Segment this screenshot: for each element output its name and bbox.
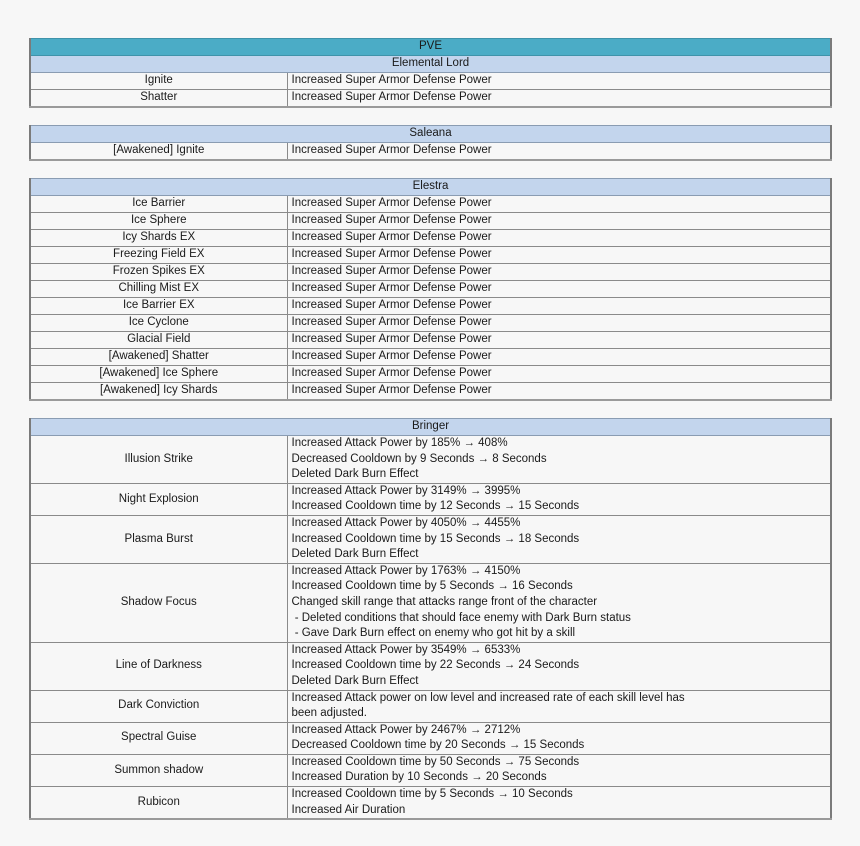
section-header-label: Saleana	[30, 126, 831, 143]
skill-name-cell: Dark Conviction	[30, 690, 287, 722]
skill-change-cell	[287, 213, 831, 230]
table-title-row	[30, 39, 831, 56]
skill-change-cell	[287, 143, 831, 161]
table-row	[30, 281, 831, 298]
skill-change-line: Increased Super Armor Defense Power	[291, 214, 492, 227]
table-row	[30, 332, 831, 349]
table-elestra	[29, 178, 832, 401]
skill-change-line: Deleted Dark Burn Effect	[291, 548, 419, 561]
section-header-row	[30, 126, 831, 143]
skill-change-line: Increased Attack Power by 2467% → 2712%	[291, 723, 521, 736]
table-row	[30, 436, 831, 484]
skill-change-line: Increased Super Armor Defense Power	[291, 367, 492, 380]
skill-change-cell	[287, 332, 831, 349]
skill-name-cell: [Awakened] Icy Shards	[30, 383, 287, 401]
skill-change-cell	[287, 73, 831, 90]
skill-change-line: Increased Super Armor Defense Power	[291, 384, 492, 397]
skill-name-cell: Night Explosion	[30, 483, 287, 515]
table-row	[30, 213, 831, 230]
skill-change-line: Increased Air Duration	[291, 803, 406, 816]
table-pve-elemental-lord	[29, 38, 832, 108]
skill-change-cell	[287, 754, 831, 786]
skill-change-line: Increased Super Armor Defense Power	[291, 316, 492, 329]
table-row	[30, 247, 831, 264]
skill-change-line: Increased Super Armor Defense Power	[291, 299, 492, 312]
table-saleana	[29, 125, 832, 161]
skill-name-cell: Icy Shards EX	[30, 230, 287, 247]
skill-change-line: Increased Cooldown time by 12 Seconds → 15 Seconds	[291, 500, 580, 513]
skill-change-line: Increased Cooldown time by 15 Seconds → 18 Seconds	[291, 532, 580, 545]
skill-change-cell	[287, 690, 831, 722]
table-row	[30, 642, 831, 690]
table-row	[30, 143, 831, 161]
skill-name-cell: Shadow Focus	[30, 563, 287, 642]
skill-change-cell	[287, 383, 831, 401]
skill-change-line: Increased Attack Power by 185% → 408%	[291, 437, 508, 449]
skill-change-line: been adjusted.	[291, 707, 367, 720]
table-row	[30, 690, 831, 722]
table-row	[30, 515, 831, 563]
skill-name-cell: Plasma Burst	[30, 515, 287, 563]
section-header-label: Elemental Lord	[30, 56, 831, 73]
skill-change-cell	[287, 436, 831, 484]
skill-name-cell: Chilling Mist EX	[30, 281, 287, 298]
table-row	[30, 230, 831, 247]
section-header-label: Bringer	[30, 419, 831, 436]
skill-change-line: Increased Super Armor Defense Power	[291, 248, 492, 261]
skill-change-cell	[287, 483, 831, 515]
skill-change-line: Increased Attack Power by 3149% → 3995%	[291, 484, 521, 497]
table-row	[30, 73, 831, 90]
skill-change-line: Increased Super Armor Defense Power	[291, 282, 492, 295]
skill-change-cell	[287, 196, 831, 213]
table-row	[30, 366, 831, 383]
skill-change-line: Increased Super Armor Defense Power	[291, 144, 492, 157]
skill-change-line: - Gave Dark Burn effect on enemy who got hit by a skill	[291, 627, 576, 640]
skill-change-line: Increased Attack Power by 4050% → 4455%	[291, 516, 521, 529]
skill-name-cell: Ice Barrier EX	[30, 298, 287, 315]
skill-change-line: Increased Cooldown time by 22 Seconds → 24 Seconds	[291, 659, 580, 672]
skill-name-cell: Illusion Strike	[30, 436, 287, 484]
skill-change-line: Deleted Dark Burn Effect	[291, 674, 419, 687]
skill-name-cell: Frozen Spikes EX	[30, 264, 287, 281]
skill-change-cell	[287, 298, 831, 315]
skill-change-line: Increased Attack Power by 3549% → 6533%	[291, 643, 521, 656]
skill-change-line: Changed skill range that attacks range front of the character	[291, 595, 598, 608]
skill-change-line: Increased Super Armor Defense Power	[291, 350, 492, 363]
skill-name-cell: [Awakened] Shatter	[30, 349, 287, 366]
skill-change-line: Increased Cooldown time by 5 Seconds → 10 Seconds	[291, 788, 573, 801]
table-row	[30, 722, 831, 754]
section-header-row	[30, 419, 831, 436]
skill-name-cell: Rubicon	[30, 787, 287, 820]
skill-change-line: Deleted Dark Burn Effect	[291, 468, 419, 481]
skill-change-cell	[287, 247, 831, 264]
skill-change-cell	[287, 366, 831, 383]
skill-change-line: Decreased Cooldown by 9 Seconds → 8 Seconds	[291, 452, 547, 465]
skill-change-cell	[287, 230, 831, 247]
table-row	[30, 787, 831, 820]
skill-change-cell	[287, 563, 831, 642]
skill-change-line: Increased Super Armor Defense Power	[291, 197, 492, 210]
table-row	[30, 563, 831, 642]
section-header-label: Elestra	[30, 179, 831, 196]
skill-change-line: Increased Cooldown time by 5 Seconds → 16 Seconds	[291, 580, 573, 593]
skill-change-line: Increased Super Armor Defense Power	[291, 91, 492, 104]
skill-change-line: Increased Attack Power by 1763% → 4150%	[291, 564, 521, 577]
table-title: PVE	[30, 39, 831, 56]
table-row	[30, 298, 831, 315]
skill-name-cell: Ice Sphere	[30, 213, 287, 230]
skill-change-cell	[287, 787, 831, 820]
skill-change-cell	[287, 349, 831, 366]
skill-change-cell	[287, 315, 831, 332]
skill-change-cell	[287, 642, 831, 690]
table-row	[30, 383, 831, 401]
table-row	[30, 315, 831, 332]
table-row	[30, 264, 831, 281]
skill-change-cell	[287, 722, 831, 754]
table-bringer	[29, 418, 832, 820]
skill-name-cell: Summon shadow	[30, 754, 287, 786]
section-header-row	[30, 179, 831, 196]
skill-change-line: Increased Duration by 10 Seconds → 20 Seconds	[291, 771, 547, 784]
skill-change-cell	[287, 515, 831, 563]
skill-change-line: Increased Super Armor Defense Power	[291, 265, 492, 278]
skill-name-cell: Ignite	[30, 73, 287, 90]
skill-change-line: Increased Super Armor Defense Power	[291, 231, 492, 244]
skill-change-line: Decreased Cooldown time by 20 Seconds → 15 Seconds	[291, 739, 585, 752]
table-row	[30, 349, 831, 366]
table-row	[30, 754, 831, 786]
skill-change-line: Increased Attack power on low level and increased rate of each skill level has	[291, 691, 685, 704]
section-header-row	[30, 56, 831, 73]
skill-name-cell: [Awakened] Ignite	[30, 143, 287, 161]
skill-change-cell	[287, 90, 831, 108]
skill-name-cell: [Awakened] Ice Sphere	[30, 366, 287, 383]
skill-change-line: Increased Cooldown time by 50 Seconds → 75 Seconds	[291, 755, 580, 768]
table-row	[30, 483, 831, 515]
skill-change-line: - Deleted conditions that should face enemy with Dark Burn status	[291, 611, 631, 624]
skill-change-cell	[287, 264, 831, 281]
table-row	[30, 196, 831, 213]
skill-change-cell	[287, 281, 831, 298]
skill-name-cell: Glacial Field	[30, 332, 287, 349]
table-row	[30, 90, 831, 108]
skill-name-cell: Ice Cyclone	[30, 315, 287, 332]
skill-name-cell: Shatter	[30, 90, 287, 108]
skill-name-cell: Freezing Field EX	[30, 247, 287, 264]
skill-name-cell: Line of Darkness	[30, 642, 287, 690]
skill-name-cell: Ice Barrier	[30, 196, 287, 213]
skill-change-line: Increased Super Armor Defense Power	[291, 333, 492, 346]
skill-name-cell: Spectral Guise	[30, 722, 287, 754]
skill-change-line: Increased Super Armor Defense Power	[291, 74, 492, 87]
